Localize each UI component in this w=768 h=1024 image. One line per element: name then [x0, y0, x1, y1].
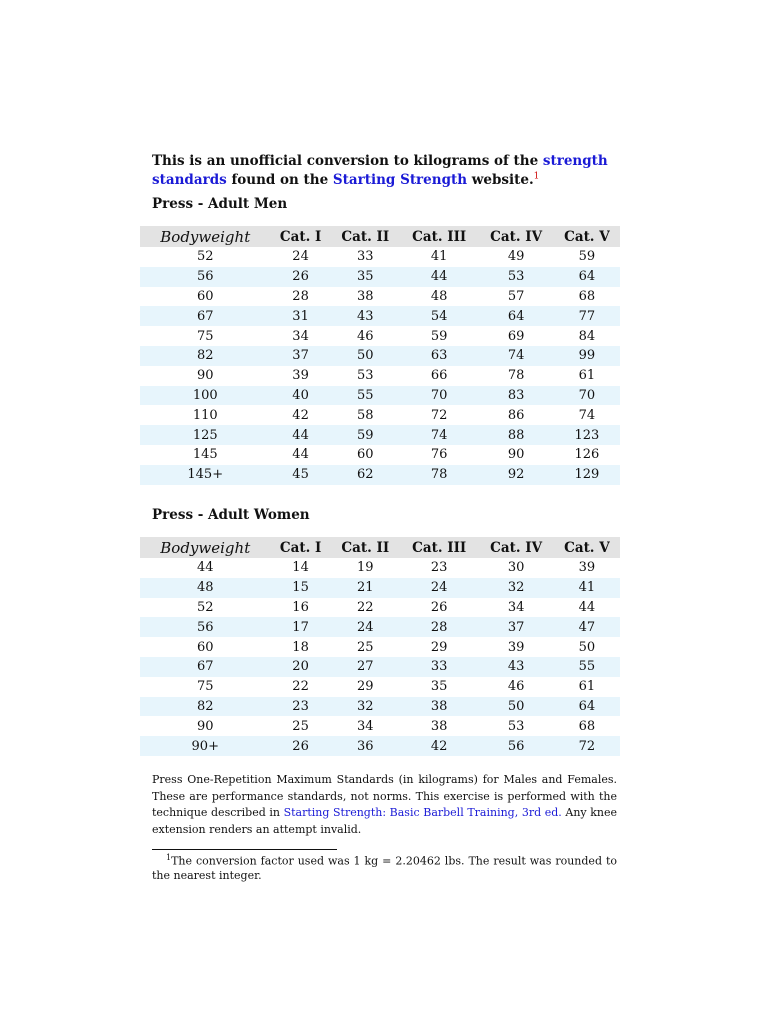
table-cell: 38	[400, 697, 478, 717]
table-cell: 88	[478, 425, 553, 445]
table-row	[140, 598, 620, 618]
bodyweight-cell: 60	[196, 288, 214, 304]
column-header-category: Cat. V	[554, 537, 620, 558]
bodyweight-cell: 56	[140, 617, 271, 637]
table-cell: 44	[400, 267, 478, 287]
starting-strength-link[interactable]: Starting Strength	[332, 172, 468, 188]
bodyweight-cell: 82	[140, 346, 271, 366]
table-cell: 64	[554, 697, 620, 717]
bodyweight-cell: 110	[192, 407, 218, 423]
table-cell: 83	[478, 386, 553, 406]
bodyweight-cell: 145+	[140, 465, 271, 485]
table-row	[140, 697, 620, 717]
table-row	[140, 366, 620, 386]
column-header-category: Cat. I	[271, 537, 331, 558]
table-cell: 58	[357, 407, 374, 423]
bodyweight-cell: 82	[140, 697, 271, 717]
table-cell: 53	[507, 718, 525, 734]
table-cell: 77	[554, 306, 620, 326]
table-cell: 53	[357, 368, 374, 384]
table-cell: 26	[271, 267, 331, 287]
table-cell: 22	[357, 599, 374, 615]
column-header-category: Cat. III	[400, 226, 478, 247]
table-cell: 78	[400, 465, 478, 485]
footnote-text: The conversion factor used was 1 kg = 2.20462 lbs. The result was rounded to the nearest integer.	[152, 854, 617, 882]
bodyweight-cell: 52	[196, 249, 214, 265]
table-cell: 42	[400, 736, 478, 756]
table-cell: 68	[578, 288, 596, 304]
intro-text: This is an unofficial conversion to kilograms of the	[152, 153, 543, 169]
table-row	[140, 736, 620, 756]
table-row	[140, 306, 620, 326]
table-cell: 21	[331, 578, 400, 598]
table-cell: 37	[271, 346, 331, 366]
table-cell: 18	[292, 639, 309, 655]
table-cell: 41	[430, 249, 448, 265]
table-cell: 68	[578, 718, 596, 734]
table-cell: 46	[507, 679, 525, 695]
column-header-category: Cat. V	[554, 226, 620, 247]
table-cell: 50	[331, 346, 400, 366]
table-row	[140, 247, 620, 267]
table-cell: 39	[578, 560, 596, 576]
table-cell: 53	[478, 267, 553, 287]
intro-text: website.	[467, 172, 534, 188]
table-row	[140, 578, 620, 598]
table-cell: 36	[331, 736, 400, 756]
caption-text: Any knee extension renders an attempt invalid.	[152, 806, 617, 836]
table-cell: 54	[400, 306, 478, 326]
table-header-row	[140, 537, 620, 558]
table-cell: 74	[478, 346, 553, 366]
caption-text: Press One-Repetition Maximum Standards (in kilograms) for Males and Females. These are performance standards, not norms. This exercise is performed with the technique described in	[152, 773, 617, 819]
table-cell: 23	[271, 697, 331, 717]
table-row	[140, 637, 620, 657]
bodyweight-cell: 56	[140, 267, 271, 287]
table-cell: 34	[507, 599, 525, 615]
table-cell: 61	[578, 679, 596, 695]
table-cell: 35	[430, 679, 448, 695]
footnote	[152, 851, 617, 883]
table-cell: 126	[574, 447, 600, 463]
table-row	[140, 287, 620, 307]
table-cell: 49	[507, 249, 525, 265]
bodyweight-cell: 48	[140, 578, 271, 598]
table-cell: 28	[292, 288, 309, 304]
table-cell: 24	[400, 578, 478, 598]
table-cell: 59	[331, 425, 400, 445]
bodyweight-cell: 52	[196, 599, 214, 615]
table-row	[140, 346, 620, 366]
table-cell: 56	[478, 736, 553, 756]
table-row	[140, 267, 620, 287]
table-row	[140, 716, 620, 736]
table-cell: 99	[554, 346, 620, 366]
table-cell: 66	[430, 368, 448, 384]
table-cell: 17	[271, 617, 331, 637]
table-cell: 72	[554, 736, 620, 756]
table-cell: 38	[430, 718, 448, 734]
table-cell: 30	[507, 560, 525, 576]
bodyweight-cell: 75	[196, 679, 214, 695]
bodyweight-cell: 125	[140, 425, 271, 445]
table-cell: 25	[292, 718, 309, 734]
bodyweight-cell: 90+	[140, 736, 271, 756]
table-cell: 63	[400, 346, 478, 366]
table-cell: 74	[578, 407, 596, 423]
column-header-category: Cat. IV	[478, 226, 553, 247]
table-row	[140, 386, 620, 406]
footnote-divider	[152, 849, 337, 850]
column-header-bodyweight: Bodyweight	[140, 226, 271, 247]
table-cell: 70	[554, 386, 620, 406]
table-cell: 123	[554, 425, 620, 445]
intro-text: found on the	[226, 172, 333, 188]
table-cell: 72	[430, 407, 448, 423]
bodyweight-cell: 145	[192, 447, 218, 463]
bodyweight-cell: 67	[140, 657, 271, 677]
table-cell: 44	[578, 599, 596, 615]
table-cell: 39	[507, 639, 525, 655]
table-cell: 27	[331, 657, 400, 677]
document-page	[152, 152, 619, 882]
column-header-category: Cat. III	[400, 537, 478, 558]
table-cell: 59	[430, 328, 448, 344]
table-cell: 74	[400, 425, 478, 445]
table-cell: 39	[292, 368, 309, 384]
table-row	[140, 425, 620, 445]
table-caption	[152, 772, 617, 838]
table-cell: 37	[478, 617, 553, 637]
table-cell: 32	[478, 578, 553, 598]
men-press-table	[140, 226, 620, 485]
table-cell: 59	[578, 249, 596, 265]
table-row	[140, 558, 620, 578]
men-section-title: Press - Adult Men	[152, 196, 288, 212]
column-header-category: Cat. II	[331, 226, 400, 247]
intro-paragraph	[152, 152, 619, 190]
table-row	[140, 405, 620, 425]
table-row	[140, 657, 620, 677]
table-cell: 76	[430, 447, 448, 463]
bodyweight-cell: 60	[196, 639, 214, 655]
table-cell: 41	[554, 578, 620, 598]
column-header-bodyweight: Bodyweight	[140, 537, 271, 558]
table-cell: 48	[430, 288, 448, 304]
table-cell: 69	[507, 328, 525, 344]
table-row	[140, 445, 620, 465]
bodyweight-cell: 75	[196, 328, 214, 344]
table-cell: 84	[578, 328, 596, 344]
bodyweight-cell: 67	[140, 306, 271, 326]
table-row	[140, 465, 620, 485]
footnote-reference[interactable]: 1	[533, 171, 540, 182]
table-cell: 60	[357, 447, 374, 463]
table-cell: 47	[554, 617, 620, 637]
table-cell: 70	[400, 386, 478, 406]
table-cell: 19	[357, 560, 374, 576]
table-cell: 25	[357, 639, 374, 655]
table-header-row	[140, 226, 620, 247]
table-cell: 40	[271, 386, 331, 406]
table-cell: 14	[292, 560, 309, 576]
table-cell: 44	[271, 425, 331, 445]
column-header-category: Cat. IV	[478, 537, 553, 558]
table-cell: 92	[478, 465, 553, 485]
table-cell: 43	[331, 306, 400, 326]
table-cell: 78	[507, 368, 525, 384]
table-cell: 129	[554, 465, 620, 485]
table-cell: 20	[271, 657, 331, 677]
table-cell: 29	[430, 639, 448, 655]
table-cell: 24	[292, 249, 309, 265]
table-cell: 62	[331, 465, 400, 485]
table-cell: 55	[554, 657, 620, 677]
bodyweight-cell: 44	[196, 560, 214, 576]
footnote-mark: 1	[166, 853, 172, 862]
table-cell: 26	[271, 736, 331, 756]
table-cell: 64	[478, 306, 553, 326]
table-cell: 45	[271, 465, 331, 485]
table-cell: 42	[292, 407, 309, 423]
table-cell: 44	[292, 447, 309, 463]
table-cell: 86	[507, 407, 525, 423]
table-cell: 64	[554, 267, 620, 287]
table-cell: 34	[292, 328, 309, 344]
table-cell: 55	[331, 386, 400, 406]
table-cell: 57	[507, 288, 525, 304]
table-cell: 35	[331, 267, 400, 287]
table-cell: 16	[292, 599, 309, 615]
starting-strength-book-link[interactable]: Starting Strength: Basic Barbell Training, 3rd ed.	[283, 806, 562, 819]
table-cell: 90	[507, 447, 525, 463]
table-cell: 33	[357, 249, 374, 265]
table-cell: 29	[357, 679, 374, 695]
table-cell: 34	[357, 718, 374, 734]
table-cell: 31	[271, 306, 331, 326]
table-cell: 15	[271, 578, 331, 598]
table-cell: 61	[578, 368, 596, 384]
table-cell: 38	[357, 288, 374, 304]
table-cell: 46	[357, 328, 374, 344]
women-press-table	[140, 537, 620, 756]
bodyweight-cell: 100	[140, 386, 271, 406]
column-header-category: Cat. II	[331, 537, 400, 558]
table-cell: 23	[430, 560, 448, 576]
bodyweight-cell: 90	[196, 368, 214, 384]
table-cell: 22	[292, 679, 309, 695]
table-cell: 26	[430, 599, 448, 615]
table-cell: 28	[400, 617, 478, 637]
table-row	[140, 677, 620, 697]
table-cell: 24	[331, 617, 400, 637]
column-header-category: Cat. I	[271, 226, 331, 247]
table-cell: 50	[578, 639, 596, 655]
strength-standards-link[interactable]: strength standards	[152, 153, 608, 188]
table-cell: 43	[478, 657, 553, 677]
table-row	[140, 617, 620, 637]
table-cell: 33	[400, 657, 478, 677]
table-cell: 32	[331, 697, 400, 717]
table-cell: 50	[478, 697, 553, 717]
bodyweight-cell: 90	[196, 718, 214, 734]
table-row	[140, 326, 620, 346]
women-section-title: Press - Adult Women	[152, 507, 310, 523]
